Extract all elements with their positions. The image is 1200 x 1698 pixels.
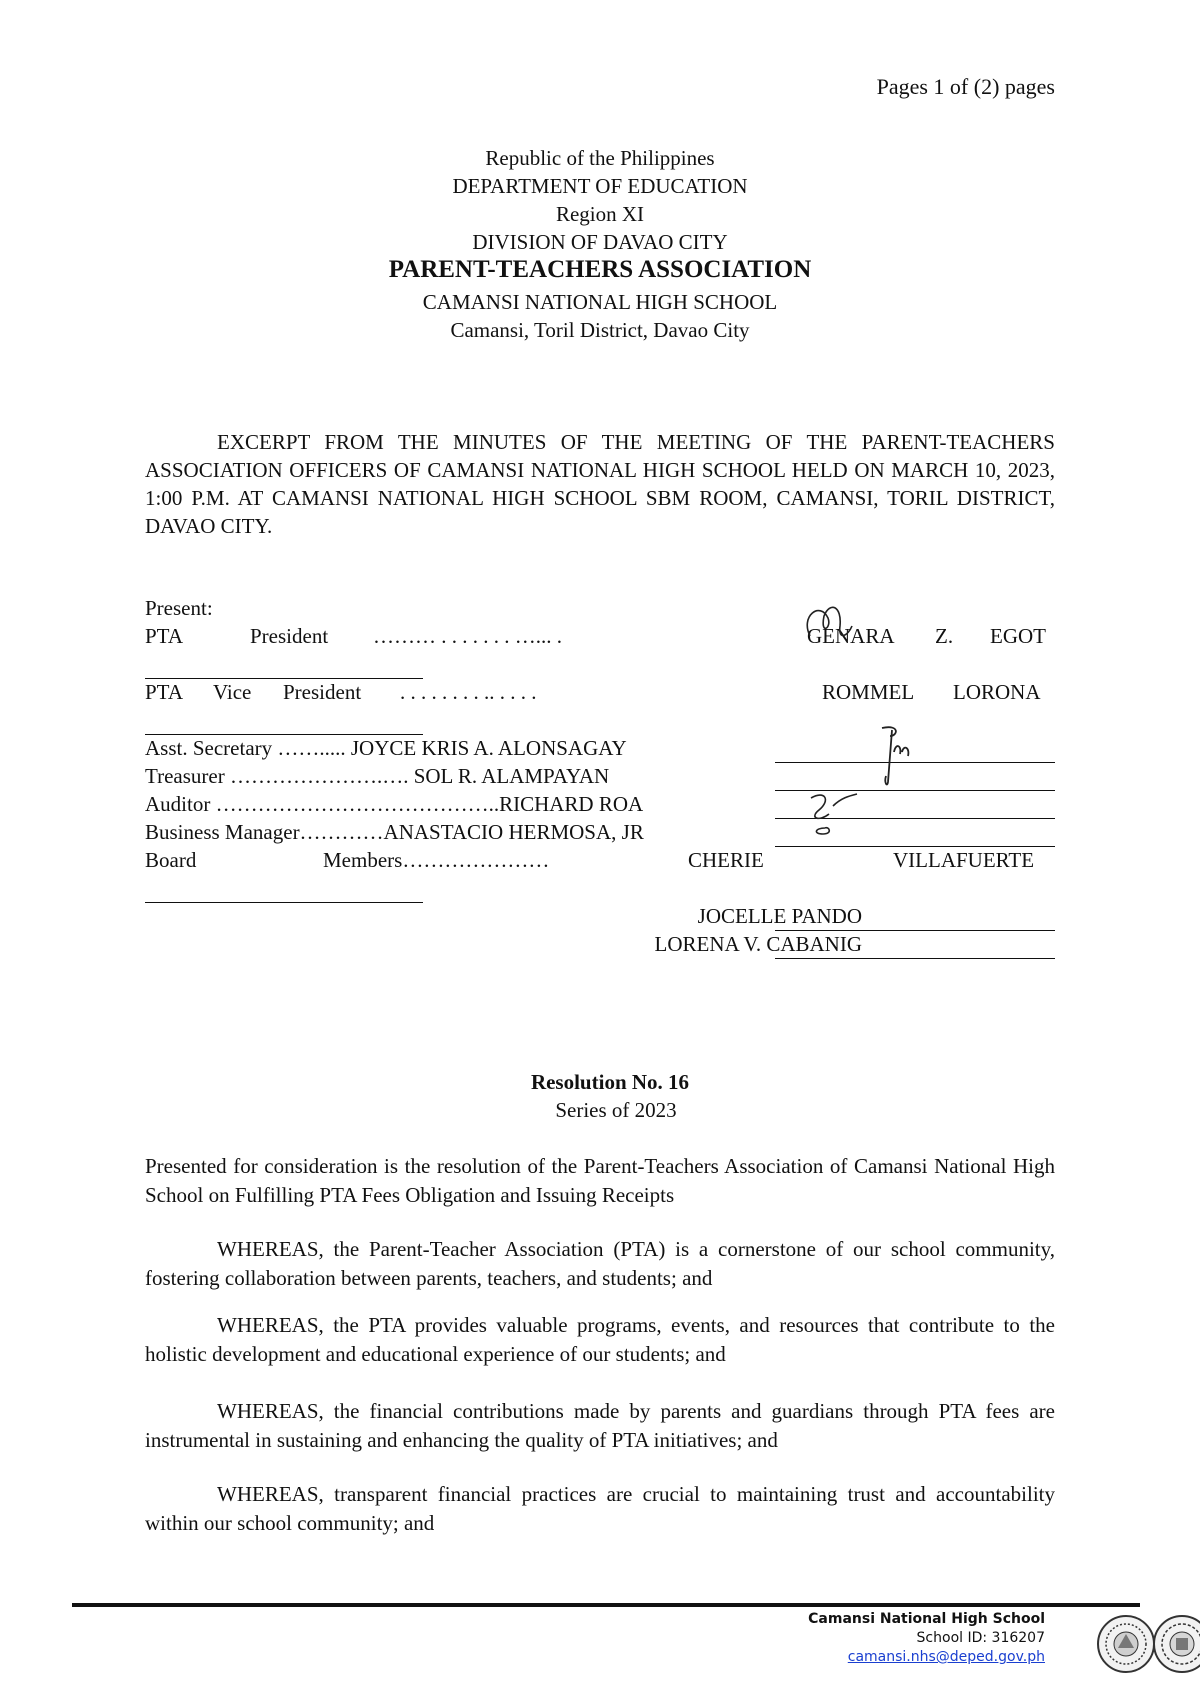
board-member-3: LORENA V. CABANIG: [654, 932, 862, 956]
deped-seal-icon: [1096, 1614, 1156, 1674]
business-manager-signature-line: [775, 846, 1055, 847]
board-label-1: Board: [145, 848, 197, 872]
board-signature-line-2: [775, 930, 1055, 931]
board-member-2: JOCELLE PANDO: [697, 904, 862, 928]
letterhead-region: Region XI: [555, 202, 645, 226]
treasurer-entry: Treasurer ………………….…. SOL R. ALAMPAYAN: [145, 764, 610, 788]
secretary-entry: Asst. Secretary ……..... JOYCE KRIS A. ALONSAGAY: [145, 736, 627, 760]
president-name-3: EGOT: [990, 624, 1046, 648]
president-label-1: PTA: [145, 624, 183, 648]
president-name-1: GENARA: [807, 624, 895, 648]
president-signature-line: [145, 678, 423, 679]
whereas-3: WHEREAS, the financial contributions made by parents and guardians through PTA fees are instrumental in sustaining and enhancing the quality of PTA initiatives; and: [145, 1399, 1055, 1452]
board-name-2: VILLAFUERTE: [893, 848, 1035, 872]
footer: [808, 1610, 1045, 1667]
vp-name-2: LORONA: [953, 680, 1041, 704]
vp-label-1: PTA: [145, 680, 183, 704]
letterhead-school: CAMANSI NATIONAL HIGH SCHOOL: [422, 290, 778, 314]
letterhead-address: Camansi, Toril District, Davao City: [450, 318, 750, 342]
vp-label-3: President: [283, 680, 362, 704]
vp-name-1: ROMMEL: [822, 680, 915, 704]
whereas-4: WHEREAS, transparent financial practices are crucial to maintaining trust and accountability within our school community; and: [145, 1482, 1055, 1535]
auditor-entry: Auditor …………………………………..RICHARD ROA: [145, 792, 644, 816]
resolution-title: Resolution No. 16: [530, 1070, 690, 1094]
footer-rule: [72, 1603, 1140, 1607]
vp-signature-line: [145, 734, 423, 735]
president-dots: ……… . . . . . . . …... .: [373, 624, 562, 648]
page-number: Pages 1 of (2) pages: [876, 74, 1055, 99]
whereas-2: WHEREAS, the PTA provides valuable programs, events, and resources that contribute to the holistic development and educational experience of our students; and: [145, 1313, 1055, 1366]
board-name-1: CHERIE: [688, 848, 764, 872]
resolution-intro: Presented for consideration is the resolution of the Parent-Teachers Association of Camansi National High School on Fulfilling PTA Fees Obligation and Issuing Receipts: [145, 1154, 1055, 1207]
letterhead-republic: Republic of the Philippines: [485, 146, 715, 170]
business-manager-entry: Business Manager…………ANASTACIO HERMOSA, JR: [145, 820, 644, 844]
president-name-2: Z.: [935, 624, 954, 648]
letterhead-department: DEPARTMENT OF EDUCATION: [452, 174, 748, 198]
present-label: Present:: [145, 596, 213, 620]
letterhead-organization: PARENT-TEACHERS ASSOCIATION: [388, 256, 812, 283]
whereas-1: WHEREAS, the Parent-Teacher Association (PTA) is a cornerstone of our school community, fostering collaboration between parents, teachers, and students; and: [145, 1237, 1055, 1290]
vp-label-2: Vice: [213, 680, 252, 704]
minutes-excerpt: EXCERPT FROM THE MINUTES OF THE MEETING OF THE PARENT-TEACHERS ASSOCIATION OFFICERS OF CAMANSI NATIONAL HIGH SCHOOL HELD ON MARCH 10, 2023, 1:00 P.M. AT CAMANSI NATIONAL HIGH SCHOOL SBM ROOM, CAMANSI, TORIL DISTRICT, DAVAO CITY.: [145, 430, 1055, 538]
footer-school-name: Camansi National High School: [808, 1611, 1045, 1627]
resolution-series: Series of 2023: [555, 1098, 677, 1122]
president-signature-mark: [790, 596, 870, 656]
footer-email-link[interactable]: camansi.nhs@deped.gov.ph: [847, 1649, 1045, 1665]
board-label-2: Members…………………: [323, 848, 550, 872]
letterhead-division: DIVISION OF DAVAO CITY: [472, 230, 728, 254]
president-label-2: President: [250, 624, 329, 648]
board-signature-line-1: [145, 902, 423, 903]
school-seal-icon: [1152, 1614, 1200, 1674]
board-signature-line-3: [775, 958, 1055, 959]
footer-school-id: School ID: 316207: [916, 1630, 1045, 1646]
vp-dots: . . . . . . . . .. . . . .: [400, 680, 537, 704]
